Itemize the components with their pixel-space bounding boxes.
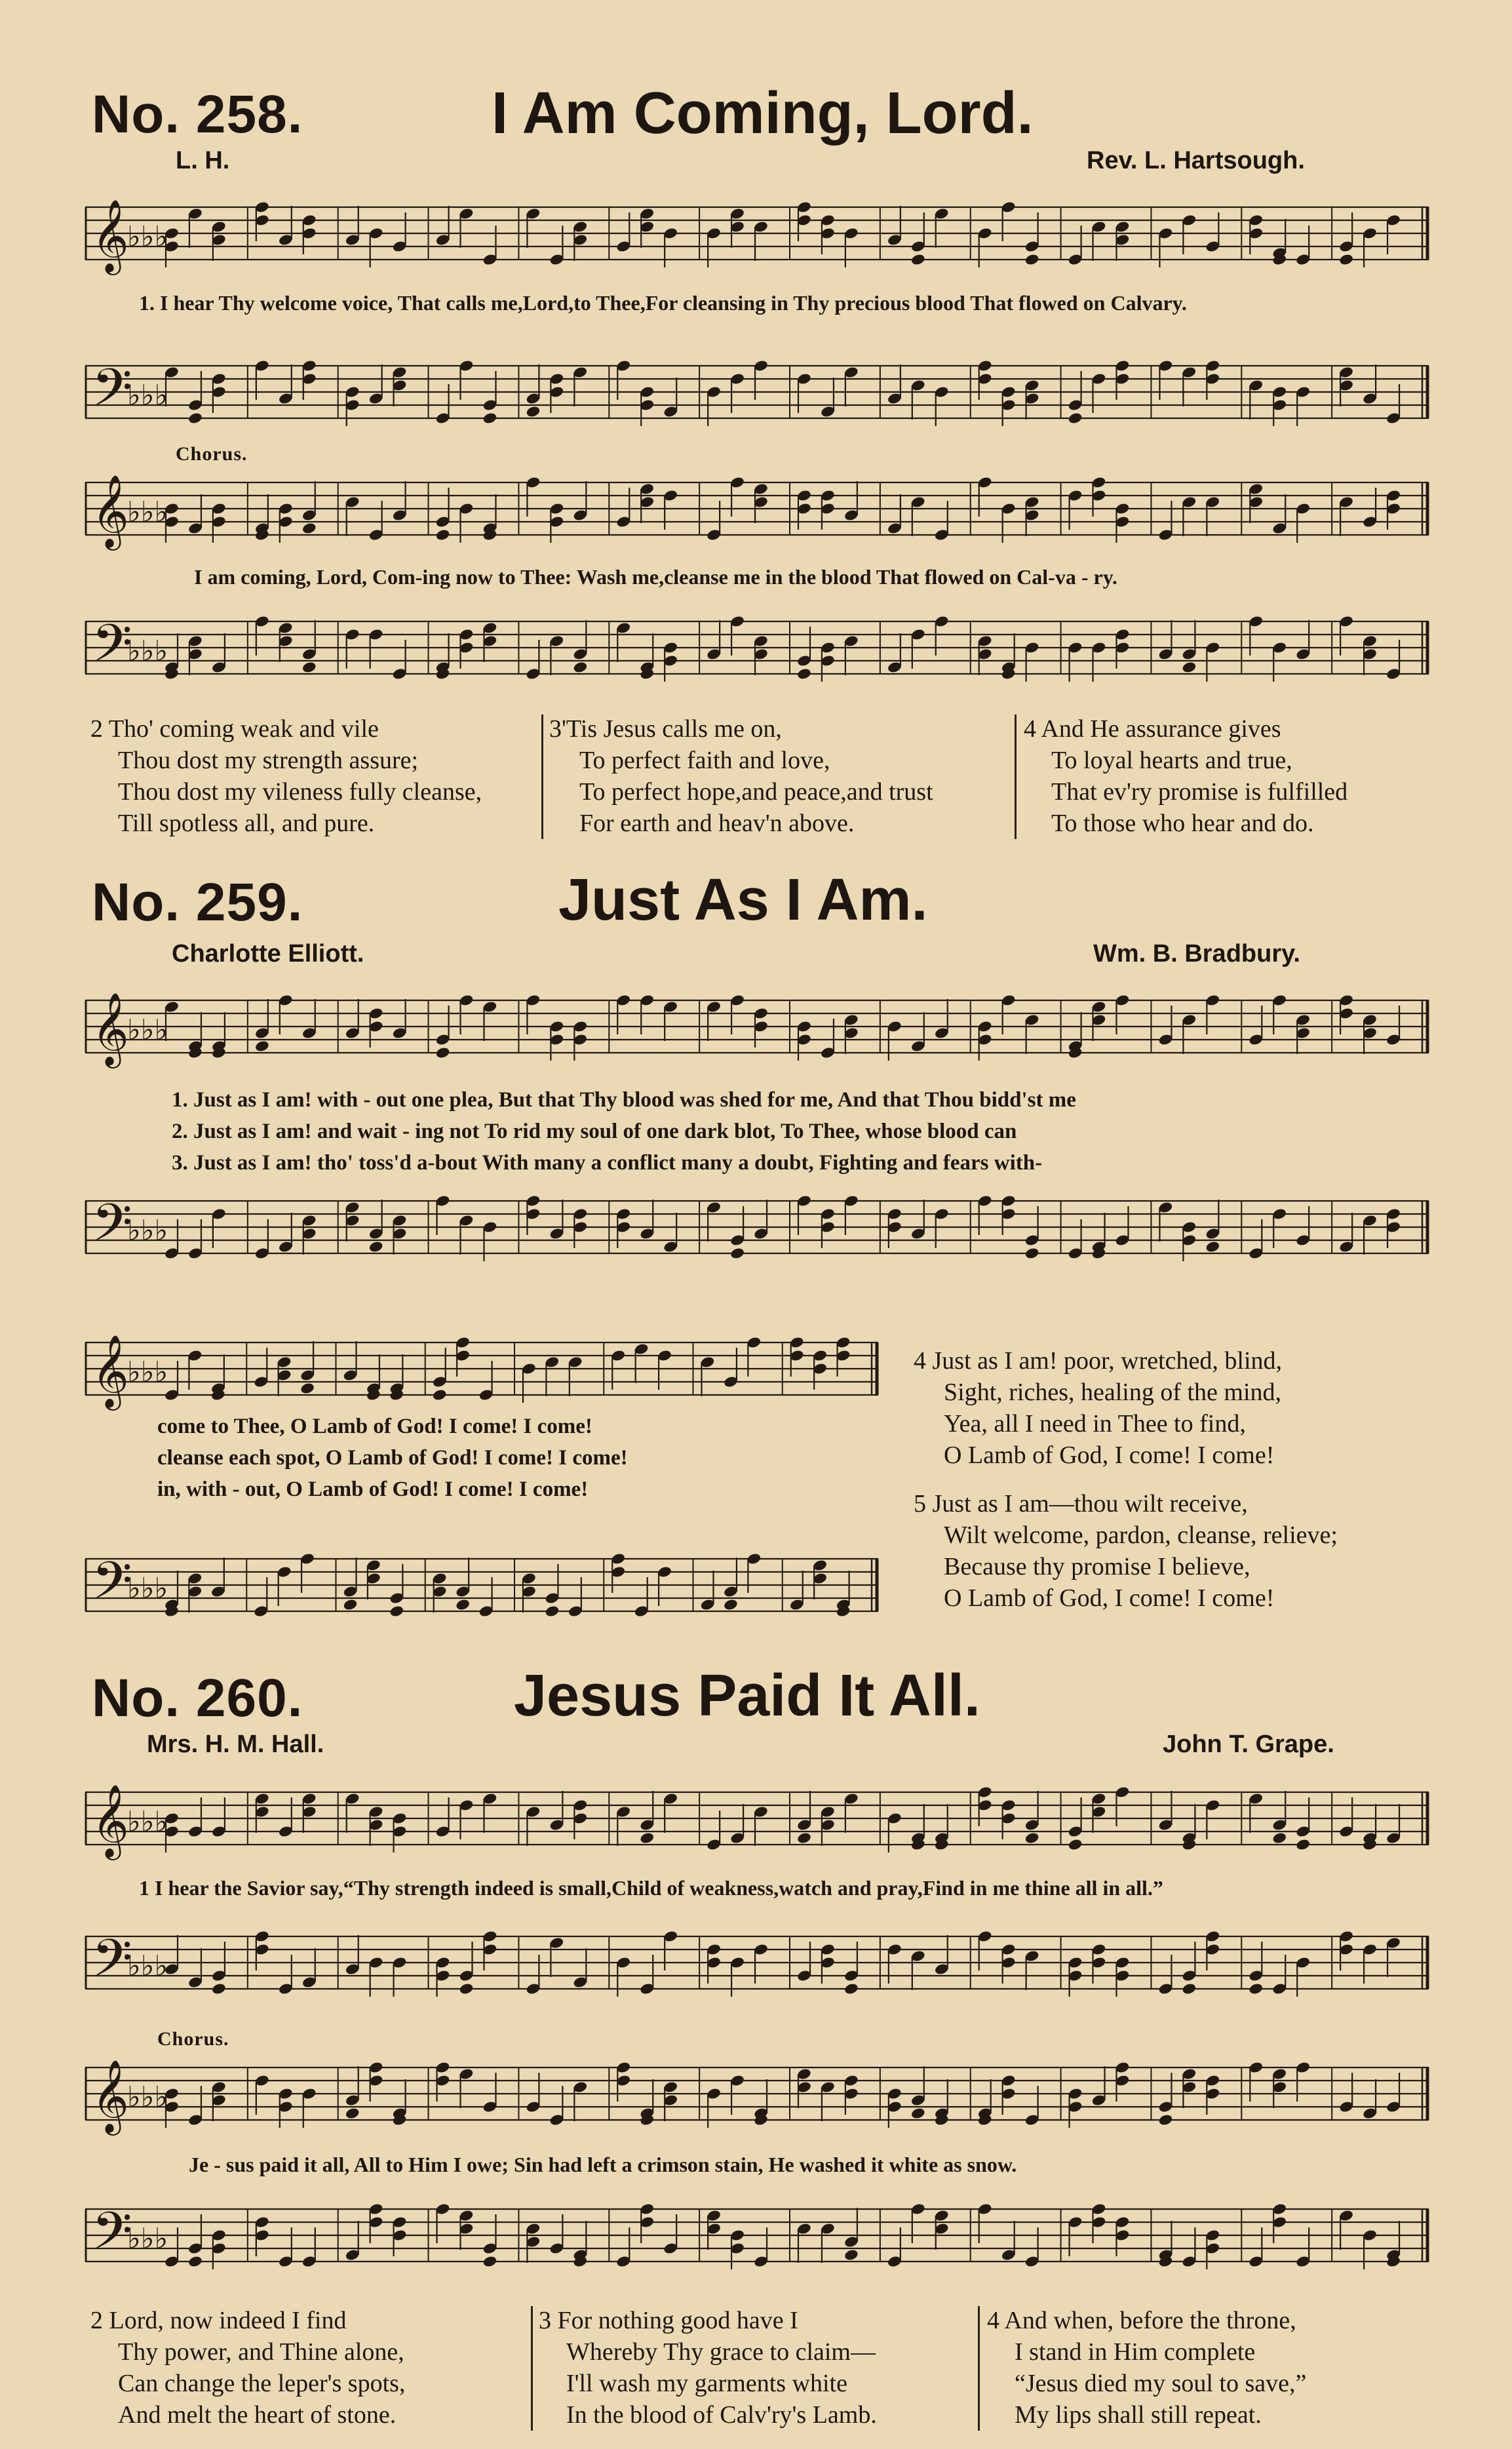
treble-staff: [85, 471, 1429, 547]
column-divider: [1015, 715, 1017, 839]
treble-staff: [85, 1331, 878, 1407]
note-head: [187, 412, 203, 425]
chorus-label: Chorus.: [176, 443, 248, 465]
hymn-title: Jesus Paid It All.: [514, 1663, 980, 1729]
verse-line: That ev'ry promise is fulfilled: [1051, 778, 1348, 806]
verse-line: To loyal hearts and true,: [1051, 747, 1292, 774]
verse-line: In the blood of Calv'ry's Lamb.: [566, 2401, 877, 2429]
key-flat-icon: ♭♭♭: [127, 2222, 168, 2256]
verse-line: Till spotless all, and pure.: [118, 810, 375, 837]
key-flat-icon: ♭♭♭: [127, 2081, 168, 2114]
key-flat-icon: ♭♭♭: [127, 1214, 168, 1247]
hymn-author: Charlotte Elliott.: [172, 940, 364, 968]
clef-icon: 𝄞: [92, 1334, 129, 1407]
note-head: [729, 1247, 745, 1260]
column-divider: [541, 715, 543, 839]
verse-lyric-end-3: in, with - out, O Lamb of God! I come! I come!: [157, 1478, 589, 1501]
note-head: [211, 1982, 227, 1995]
verse-line: “Jesus died my soul to save,”: [1015, 2370, 1307, 2397]
bass-staff: [85, 1925, 1429, 2001]
verse-lyric-line-1: 1. Just as I am! with - out one plea, But that Thy blood was shed for me, And that Thou bidd'st me: [172, 1088, 1076, 1112]
treble-staff: [85, 1780, 1429, 1856]
verse-line: O Lamb of God, I come! I come!: [944, 1584, 1275, 1612]
verse-4: [1024, 713, 1347, 839]
verse-line: 3 For nothing good have I: [539, 2307, 798, 2334]
verse-line: Can change the leper's spots,: [118, 2370, 406, 2397]
note-head: [1158, 2113, 1174, 2126]
note-head: [1068, 1838, 1083, 1851]
verse-line: 4 And when, before the throne,: [987, 2307, 1296, 2334]
treble-staff: [85, 2056, 1429, 2132]
verse-line: O Lamb of God, I come! I come!: [944, 1441, 1275, 1469]
bass-staff: [85, 1189, 1429, 1265]
verse-line: I'll wash my garments white: [566, 2370, 847, 2397]
clef-icon: 𝄢: [92, 2201, 132, 2274]
verse-4: [987, 2305, 1306, 2431]
column-divider: [531, 2306, 533, 2431]
note-head: [910, 2107, 926, 2120]
verse-line: Sight, riches, healing of the mind,: [944, 1379, 1282, 1406]
note-head: [1338, 253, 1354, 266]
verse-line: And melt the heart of stone.: [118, 2401, 397, 2429]
note-head: [254, 1040, 270, 1053]
note-head: [482, 412, 498, 425]
verse-line: I stand in Him complete: [1015, 2338, 1256, 2366]
hymn-title: Just As I Am.: [558, 867, 928, 933]
note-head: [526, 405, 541, 418]
key-flat-icon: ♭♭♭: [127, 1805, 168, 1839]
note-head: [796, 667, 812, 680]
note-head: [301, 522, 317, 535]
verse-lyric-end-2: cleanse each spot, O Lamb of God! I come! I come!: [157, 1446, 628, 1470]
note-head: [573, 661, 589, 674]
verse-line: Yea, all I need in Thee to find,: [944, 1410, 1246, 1438]
verse-3: [539, 2305, 877, 2431]
key-flat-icon: ♭♭♭: [127, 1572, 168, 1605]
note-head: [545, 1605, 560, 1618]
clef-icon: 𝄞: [92, 474, 129, 547]
note-head: [300, 1382, 315, 1395]
note-head: [796, 1832, 812, 1845]
key-flat-icon: ♭♭♭: [127, 220, 168, 254]
hymn-number: No. 258.: [92, 85, 303, 144]
clef-icon: 𝄞: [92, 1784, 129, 1857]
clef-icon: 𝄞: [92, 992, 129, 1065]
note-head: [1271, 1832, 1287, 1845]
verse-line: Thou dost my strength assure;: [118, 747, 419, 774]
bass-staff: [85, 2197, 1429, 2273]
verse-4: [914, 1345, 1282, 1471]
hymn-composer: John T. Grape.: [1163, 1731, 1334, 1758]
verse-lyric-line-2: 2. Just as I am! and wait - ing not To rid my soul of one dark blot, To Thee, whose blood can: [172, 1120, 1017, 1143]
verse-2: [90, 713, 482, 839]
bass-staff: [85, 354, 1429, 430]
note-head: [1205, 1240, 1221, 1253]
verse-lyric-line-3: 3. Just as I am! tho' toss'd a-bout With many a conflict many a doubt, Fighting and fears with-: [172, 1151, 1043, 1175]
verse-1-lyric: 1 I hear the Savior say,“Thy strength indeed is small,Child of weakness,watch and pray,Find in me thine all in all.”: [139, 1876, 1163, 1900]
note-head: [1024, 253, 1040, 266]
note-head: [435, 528, 451, 541]
note-head: [459, 1982, 475, 1995]
verse-line: To perfect hope,and peace,and trust: [579, 778, 933, 806]
note-head: [432, 1388, 448, 1401]
note-head: [1024, 1247, 1040, 1260]
key-flat-icon: ♭♭♭: [127, 1013, 168, 1047]
verse-line: Because thy promise I believe,: [944, 1553, 1250, 1580]
key-flat-icon: ♭♭♭: [127, 1356, 168, 1389]
hymn-composer: Wm. B. Bradbury.: [1093, 940, 1300, 968]
verse-1-lyric: 1. I hear Thy welcome voice, That calls me,Lord,to Thee,For cleansing in Thy precious blood That flowed on Calvary.: [139, 291, 1187, 315]
verse-line: 2 Lord, now indeed I find: [90, 2307, 347, 2334]
verse-2: [90, 2305, 405, 2431]
note-head: [343, 1598, 359, 1611]
verse-5: [914, 1488, 1338, 1614]
clef-icon: 𝄢: [92, 613, 132, 686]
note-head: [482, 2255, 498, 2268]
verse-line: 4 Just as I am! poor, wretched, blind,: [914, 1347, 1283, 1375]
key-flat-icon: ♭♭♭: [127, 1949, 168, 1983]
clef-icon: 𝄢: [92, 1192, 132, 1266]
note-head: [1024, 1832, 1040, 1845]
treble-staff: [85, 195, 1429, 271]
verse-3: [549, 713, 933, 839]
verse-line: For earth and heav'n above.: [579, 810, 855, 837]
verse-lyric-end-1: come to Thee, O Lamb of God! I come! I come!: [157, 1415, 592, 1438]
chorus-lyric: Je - sus paid it all, All to Him I owe; Sin had left a crimson stain, He washed it white as snow.: [189, 2153, 1017, 2176]
note-head: [1182, 1982, 1197, 1995]
verse-line: Whereby Thy grace to claim—: [566, 2338, 876, 2366]
note-head: [723, 1598, 739, 1611]
note-head: [345, 2107, 360, 2120]
note-head: [843, 2248, 859, 2262]
key-flat-icon: ♭♭♭: [127, 635, 168, 668]
hymn-number: No. 260.: [92, 1668, 303, 1728]
verse-line: Wilt welcome, pardon, cleanse, relieve;: [944, 1521, 1338, 1549]
note-head: [389, 1605, 405, 1618]
note-head: [1295, 1838, 1311, 1851]
note-head: [301, 661, 317, 674]
chorus-lyric: I am coming, Lord, Com-ing now to Thee: Wash me,cleanse me in the blood That flowed on Cal-va - ry.: [194, 565, 1117, 589]
hymn-author: Mrs. H. M. Hall.: [147, 1731, 324, 1758]
treble-staff: [85, 989, 1429, 1065]
column-divider: [978, 2306, 980, 2431]
note-head: [843, 1982, 859, 1995]
bass-staff: [85, 610, 1429, 686]
verse-line: 5 Just as I am—thou wilt receive,: [914, 1490, 1248, 1518]
clef-icon: 𝄞: [92, 199, 129, 272]
hymn-author: L. H.: [176, 147, 230, 174]
note-head: [187, 2255, 203, 2268]
clef-icon: 𝄢: [92, 1928, 132, 2001]
note-head: [1182, 661, 1197, 674]
verse-line: Thou dost my vileness fully cleanse,: [118, 778, 482, 806]
verse-line: 3'Tis Jesus calls me on,: [549, 715, 782, 743]
note-head: [435, 1046, 451, 1059]
hymn-composer: Rev. L. Hartsough.: [1087, 147, 1305, 174]
note-head: [455, 1598, 471, 1611]
hymn-title: I Am Coming, Lord.: [492, 81, 1034, 146]
clef-icon: 𝄞: [92, 2059, 129, 2132]
verse-line: 4 And He assurance gives: [1024, 715, 1281, 743]
note-head: [1248, 1982, 1264, 1995]
note-head: [639, 1832, 655, 1845]
hymn-number: No. 259.: [92, 872, 303, 932]
key-flat-icon: ♭♭♭: [127, 496, 168, 529]
bass-staff: [85, 1547, 878, 1623]
chorus-label: Chorus.: [157, 2028, 229, 2050]
verse-line: To perfect faith and love,: [579, 747, 830, 774]
key-flat-icon: ♭♭♭: [127, 379, 168, 412]
verse-line: Thy power, and Thine alone,: [118, 2338, 404, 2366]
verse-line: To those who hear and do.: [1051, 810, 1314, 837]
note-head: [368, 1240, 384, 1253]
clef-icon: 𝄢: [92, 1550, 132, 1624]
verse-line: My lips shall still repeat.: [1015, 2401, 1262, 2429]
note-head: [910, 253, 926, 266]
verse-line: 2 Tho' coming weak and vile: [90, 715, 379, 743]
note-head: [1068, 412, 1083, 425]
clef-icon: 𝄢: [92, 357, 132, 431]
